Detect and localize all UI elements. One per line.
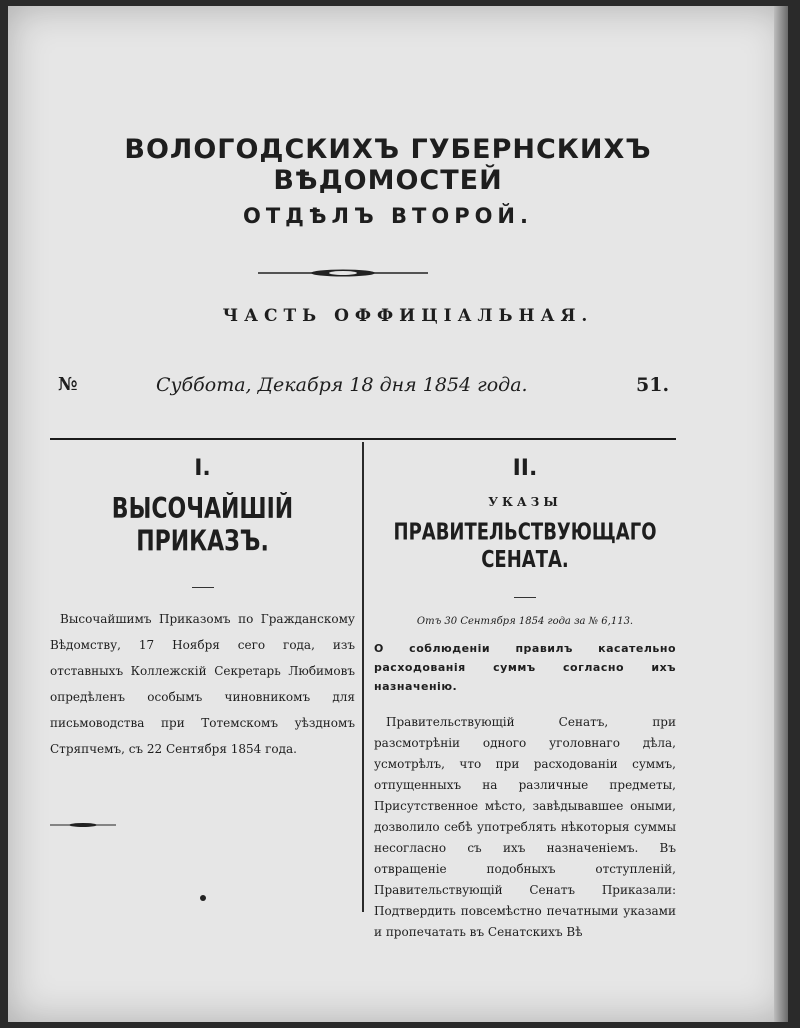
newspaper-title: ВОЛОГОДСКИХЪ ГУБЕРНСКИХЪ ВѢДОМОСТЕЙ bbox=[124, 134, 652, 196]
decrees-kicker: УКАЗЫ bbox=[488, 495, 562, 509]
imperial-order-text: Высочайшимъ Приказомъ по Гражданскому Вѣдомству, 17 Ноября сего года, изъ отставныхъ Коллежскій Секретарь Любимовъ опредѣленъ особымъ чиновникомъ для письмоводства при Тотемскомъ уѣздномъ Стряпчемъ, съ 22 Сентября 1854 года. bbox=[50, 612, 355, 756]
decree-subject: О соблюденіи правилъ касательно расходованія суммъ согласно ихъ назначенію. bbox=[374, 642, 676, 693]
page-edge-shadow bbox=[774, 6, 788, 1022]
left-column bbox=[50, 456, 355, 901]
dot-mark bbox=[200, 895, 206, 901]
header-rule bbox=[50, 438, 676, 440]
small-ornament bbox=[50, 823, 116, 827]
issue-date: Суббота, Декабря 18 дня 1854 года. bbox=[156, 374, 528, 396]
decree-reference: Отъ 30 Сентября 1854 года за № 6,113. bbox=[416, 616, 634, 627]
ornament-divider bbox=[258, 268, 428, 278]
number-sign: № bbox=[58, 374, 78, 395]
decree-text: Правительствующій Сенатъ, при разсмотрѣніи одного уголовнаго дѣла, усмотрѣлъ, что при расходованіи суммъ, отпущенныхъ на различные предметы, Присутственное мѣсто, завѣдывавшее оными, дозволило себѣ употреблять нѣкоторыя суммы несогласно съ ихъ назначеніемъ. Въ отвращеніе подобныхъ отступленій, Правительствующій Сенатъ Приказали: Подтвердить повсемѣстно печатными указами и пропечатать въ Сенатскихъ Вѣ bbox=[374, 715, 676, 939]
section-numeral-2: II. bbox=[512, 456, 538, 481]
right-column bbox=[374, 456, 676, 943]
imperial-order-heading: ВЫСОЧАЙШІЙ ПРИКАЗЪ. bbox=[111, 493, 294, 559]
department-subtitle: ОТДѢЛЪ ВТОРОЙ. bbox=[243, 204, 533, 228]
section-heading: ЧАСТЬ ОФФИЦІАЛЬНАЯ. bbox=[222, 306, 594, 326]
column-divider bbox=[362, 442, 364, 912]
section-numeral-1: I. bbox=[194, 456, 211, 481]
newspaper-page bbox=[8, 6, 788, 1022]
issue-number: 51. bbox=[636, 374, 670, 396]
senate-heading: ПРАВИТЕЛЬСТВУЮЩАГО СЕНАТА. bbox=[393, 518, 657, 574]
